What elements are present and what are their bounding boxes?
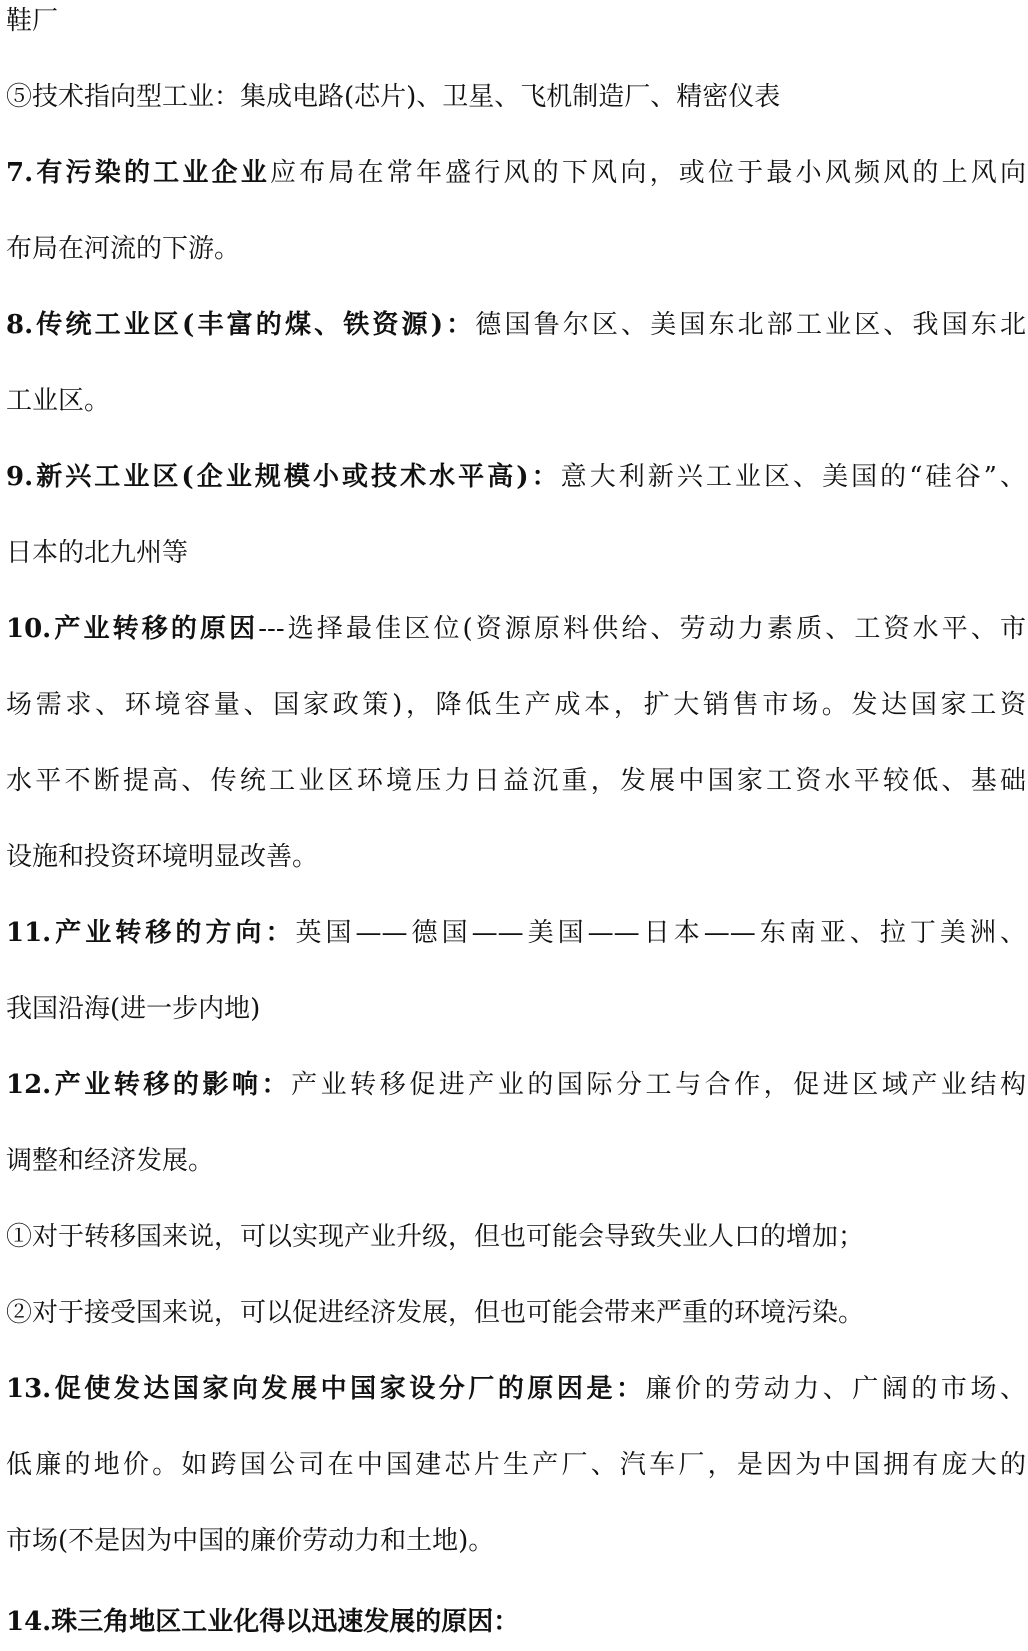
text-line xyxy=(6,762,1026,800)
line-text: ②对于接受国来说，可以促进经济发展，但也可能会带来严重的环境污染。 xyxy=(6,1298,865,1328)
line-heading: 14.珠三角地区工业化得以迅速发展的原因： xyxy=(6,1607,520,1637)
line-heading: 12.产业转移的影响： xyxy=(6,1070,292,1100)
line-text: 调整和经济发展。 xyxy=(6,1146,215,1176)
text-line xyxy=(6,1142,1026,1180)
text-line xyxy=(6,686,1026,724)
text-line xyxy=(6,1370,1026,1408)
text-line xyxy=(6,458,1026,496)
text-line xyxy=(6,838,1026,876)
text-line xyxy=(6,1294,1026,1332)
line-text: ①对于转移国来说，可以实现产业升级，但也可能会导致失业人口的增加； xyxy=(6,1222,865,1252)
line-text: 廉价的劳动力、广阔的市场、 xyxy=(645,1374,1026,1404)
line-heading: 11.产业转移的方向： xyxy=(6,918,296,948)
line-heading: 7.有污染的工业企业 xyxy=(6,158,270,188)
line-heading: 9.新兴工业区(企业规模小或技术水平高)： xyxy=(6,462,561,492)
text-line xyxy=(6,1603,1026,1641)
line-heading: 10.产业转移的原因 xyxy=(6,614,259,644)
line-text: 意大利新兴工业区、美国的“硅谷”、 xyxy=(560,462,1026,492)
text-line xyxy=(6,230,1026,268)
text-line xyxy=(6,1522,1026,1560)
text-line xyxy=(6,914,1026,952)
line-text: ---选择最佳区位(资源原料供给、劳动力素质、工资水平、市 xyxy=(258,614,1026,644)
line-text: 我国沿海(进一步内地) xyxy=(6,994,261,1024)
line-text: 水平不断提高、传统工业区环境压力日益沉重，发展中国家工资水平较低、基础 xyxy=(6,766,1026,796)
text-line xyxy=(6,534,1026,572)
text-line xyxy=(6,78,1026,116)
line-text: 英国——德国——美国——日本——东南亚、拉丁美洲、 xyxy=(295,918,1026,948)
line-text: 应布局在常年盛行风的下风向，或位于最小风频风的上风向 xyxy=(269,158,1026,188)
line-text: 设施和投资环境明显改善。 xyxy=(6,842,319,872)
text-line xyxy=(6,1446,1026,1484)
line-text: 工业区。 xyxy=(6,386,111,416)
line-heading: 8.传统工业区(丰富的煤、铁资源)： xyxy=(6,310,476,340)
line-text: 低廉的地价。如跨国公司在中国建芯片生产厂、汽车厂，是因为中国拥有庞大的 xyxy=(6,1450,1026,1480)
line-text: 鞋厂 xyxy=(6,6,59,36)
line-text: 市场(不是因为中国的廉价劳动力和土地)。 xyxy=(6,1526,495,1556)
text-line xyxy=(6,990,1026,1028)
text-line xyxy=(6,306,1026,344)
text-line xyxy=(6,610,1026,648)
text-line xyxy=(6,382,1026,420)
line-text: 布局在河流的下游。 xyxy=(6,234,241,264)
line-text: 日本的北九州等 xyxy=(6,538,189,568)
line-heading: 13.促使发达国家向发展中国家设分厂的原因是： xyxy=(6,1374,646,1404)
text-line xyxy=(6,2,1026,40)
line-text: ⑤技术指向型工业：集成电路(芯片)、卫星、飞机制造厂、精密仪表 xyxy=(6,82,781,112)
text-line xyxy=(6,1218,1026,1256)
line-text: 场需求、环境容量、国家政策)，降低生产成本，扩大销售市场。发达国家工资 xyxy=(6,690,1026,720)
line-text: 产业转移促进产业的国际分工与合作，促进区域产业结构 xyxy=(291,1070,1026,1100)
line-text: 德国鲁尔区、美国东北部工业区、我国东北 xyxy=(475,310,1026,340)
text-line xyxy=(6,1066,1026,1104)
text-line xyxy=(6,154,1026,192)
